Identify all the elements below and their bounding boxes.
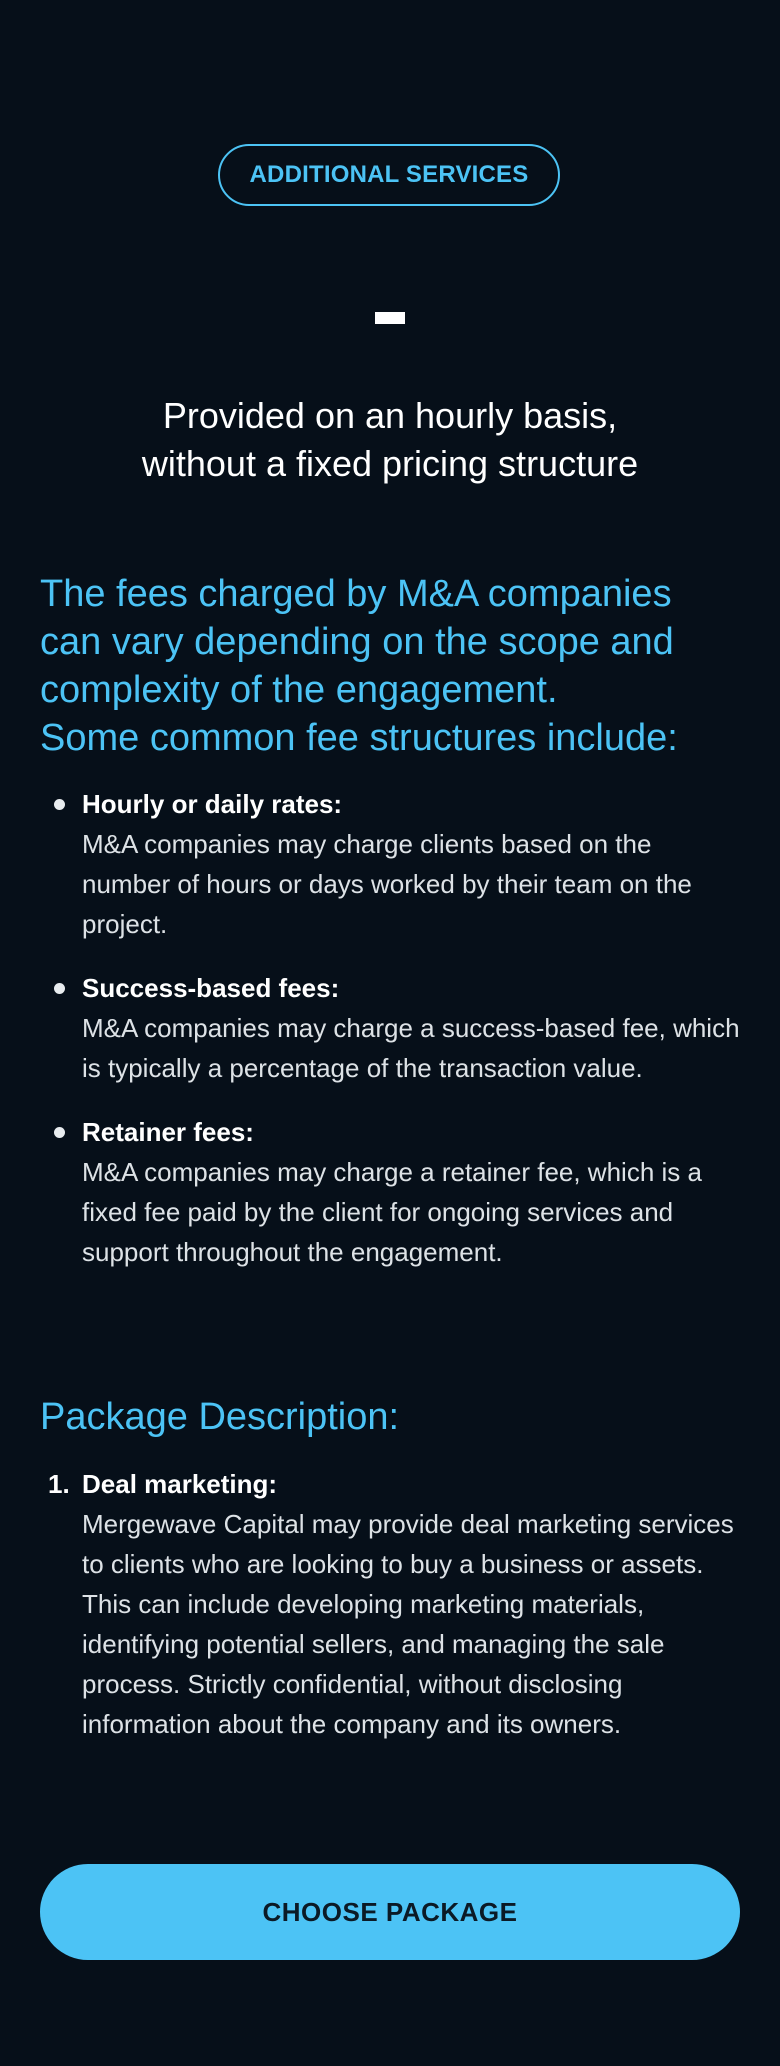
list-item <box>40 1112 740 1272</box>
item-text: M&A companies may charge clients based on the number of hours or days worked by their team on the project. <box>82 829 692 939</box>
lead-line: Provided on an hourly basis, <box>162 395 618 436</box>
choose-package-button[interactable]: CHOOSE PACKAGE <box>40 1864 740 1960</box>
package-heading <box>40 1393 750 1441</box>
item-title: Hourly or daily rates: <box>82 789 343 819</box>
bullet-icon <box>54 799 65 810</box>
list-item <box>40 1464 740 1744</box>
fees-heading-line: Some common fee structures include: <box>40 717 678 759</box>
item-text: M&A companies may charge a retainer fee, which is a fixed fee paid by the client for ongoing services and support throughout the engagement. <box>82 1157 702 1267</box>
item-text: M&A companies may charge a success-based fee, which is typically a percentage of the transaction value. <box>82 1013 740 1083</box>
fees-heading <box>40 570 750 762</box>
bullet-icon <box>54 983 65 994</box>
fees-heading-line: can vary depending on the scope and <box>40 621 674 663</box>
additional-services-tag <box>218 144 560 206</box>
item-title: Success-based fees: <box>82 973 340 1003</box>
fees-heading-line: complexity of the engagement. <box>40 669 558 711</box>
lead-text <box>60 392 720 488</box>
list-item <box>40 968 740 1088</box>
fee-structure-list <box>40 784 740 1296</box>
item-text: Mergewave Capital may provide deal marketing services to clients who are looking to buy a business or assets. This can include developing marketing materials, identifying potential sellers, and managing the sale process. Strictly confidential, without disclosing information about the company and its owners. <box>82 1509 734 1739</box>
divider-dash <box>375 312 405 324</box>
package-heading-text: Package Description: <box>40 1396 400 1438</box>
item-title: Deal marketing: <box>82 1469 278 1499</box>
bullet-icon <box>54 1127 65 1138</box>
fees-heading-line: The fees charged by M&A companies <box>40 573 672 615</box>
item-title: Retainer fees: <box>82 1117 254 1147</box>
tag-label: ADDITIONAL SERVICES <box>249 161 529 188</box>
lead-line: without a fixed pricing structure <box>141 443 639 484</box>
item-number: 1. <box>48 1469 70 1499</box>
list-item <box>40 784 740 944</box>
package-list <box>40 1464 740 1744</box>
